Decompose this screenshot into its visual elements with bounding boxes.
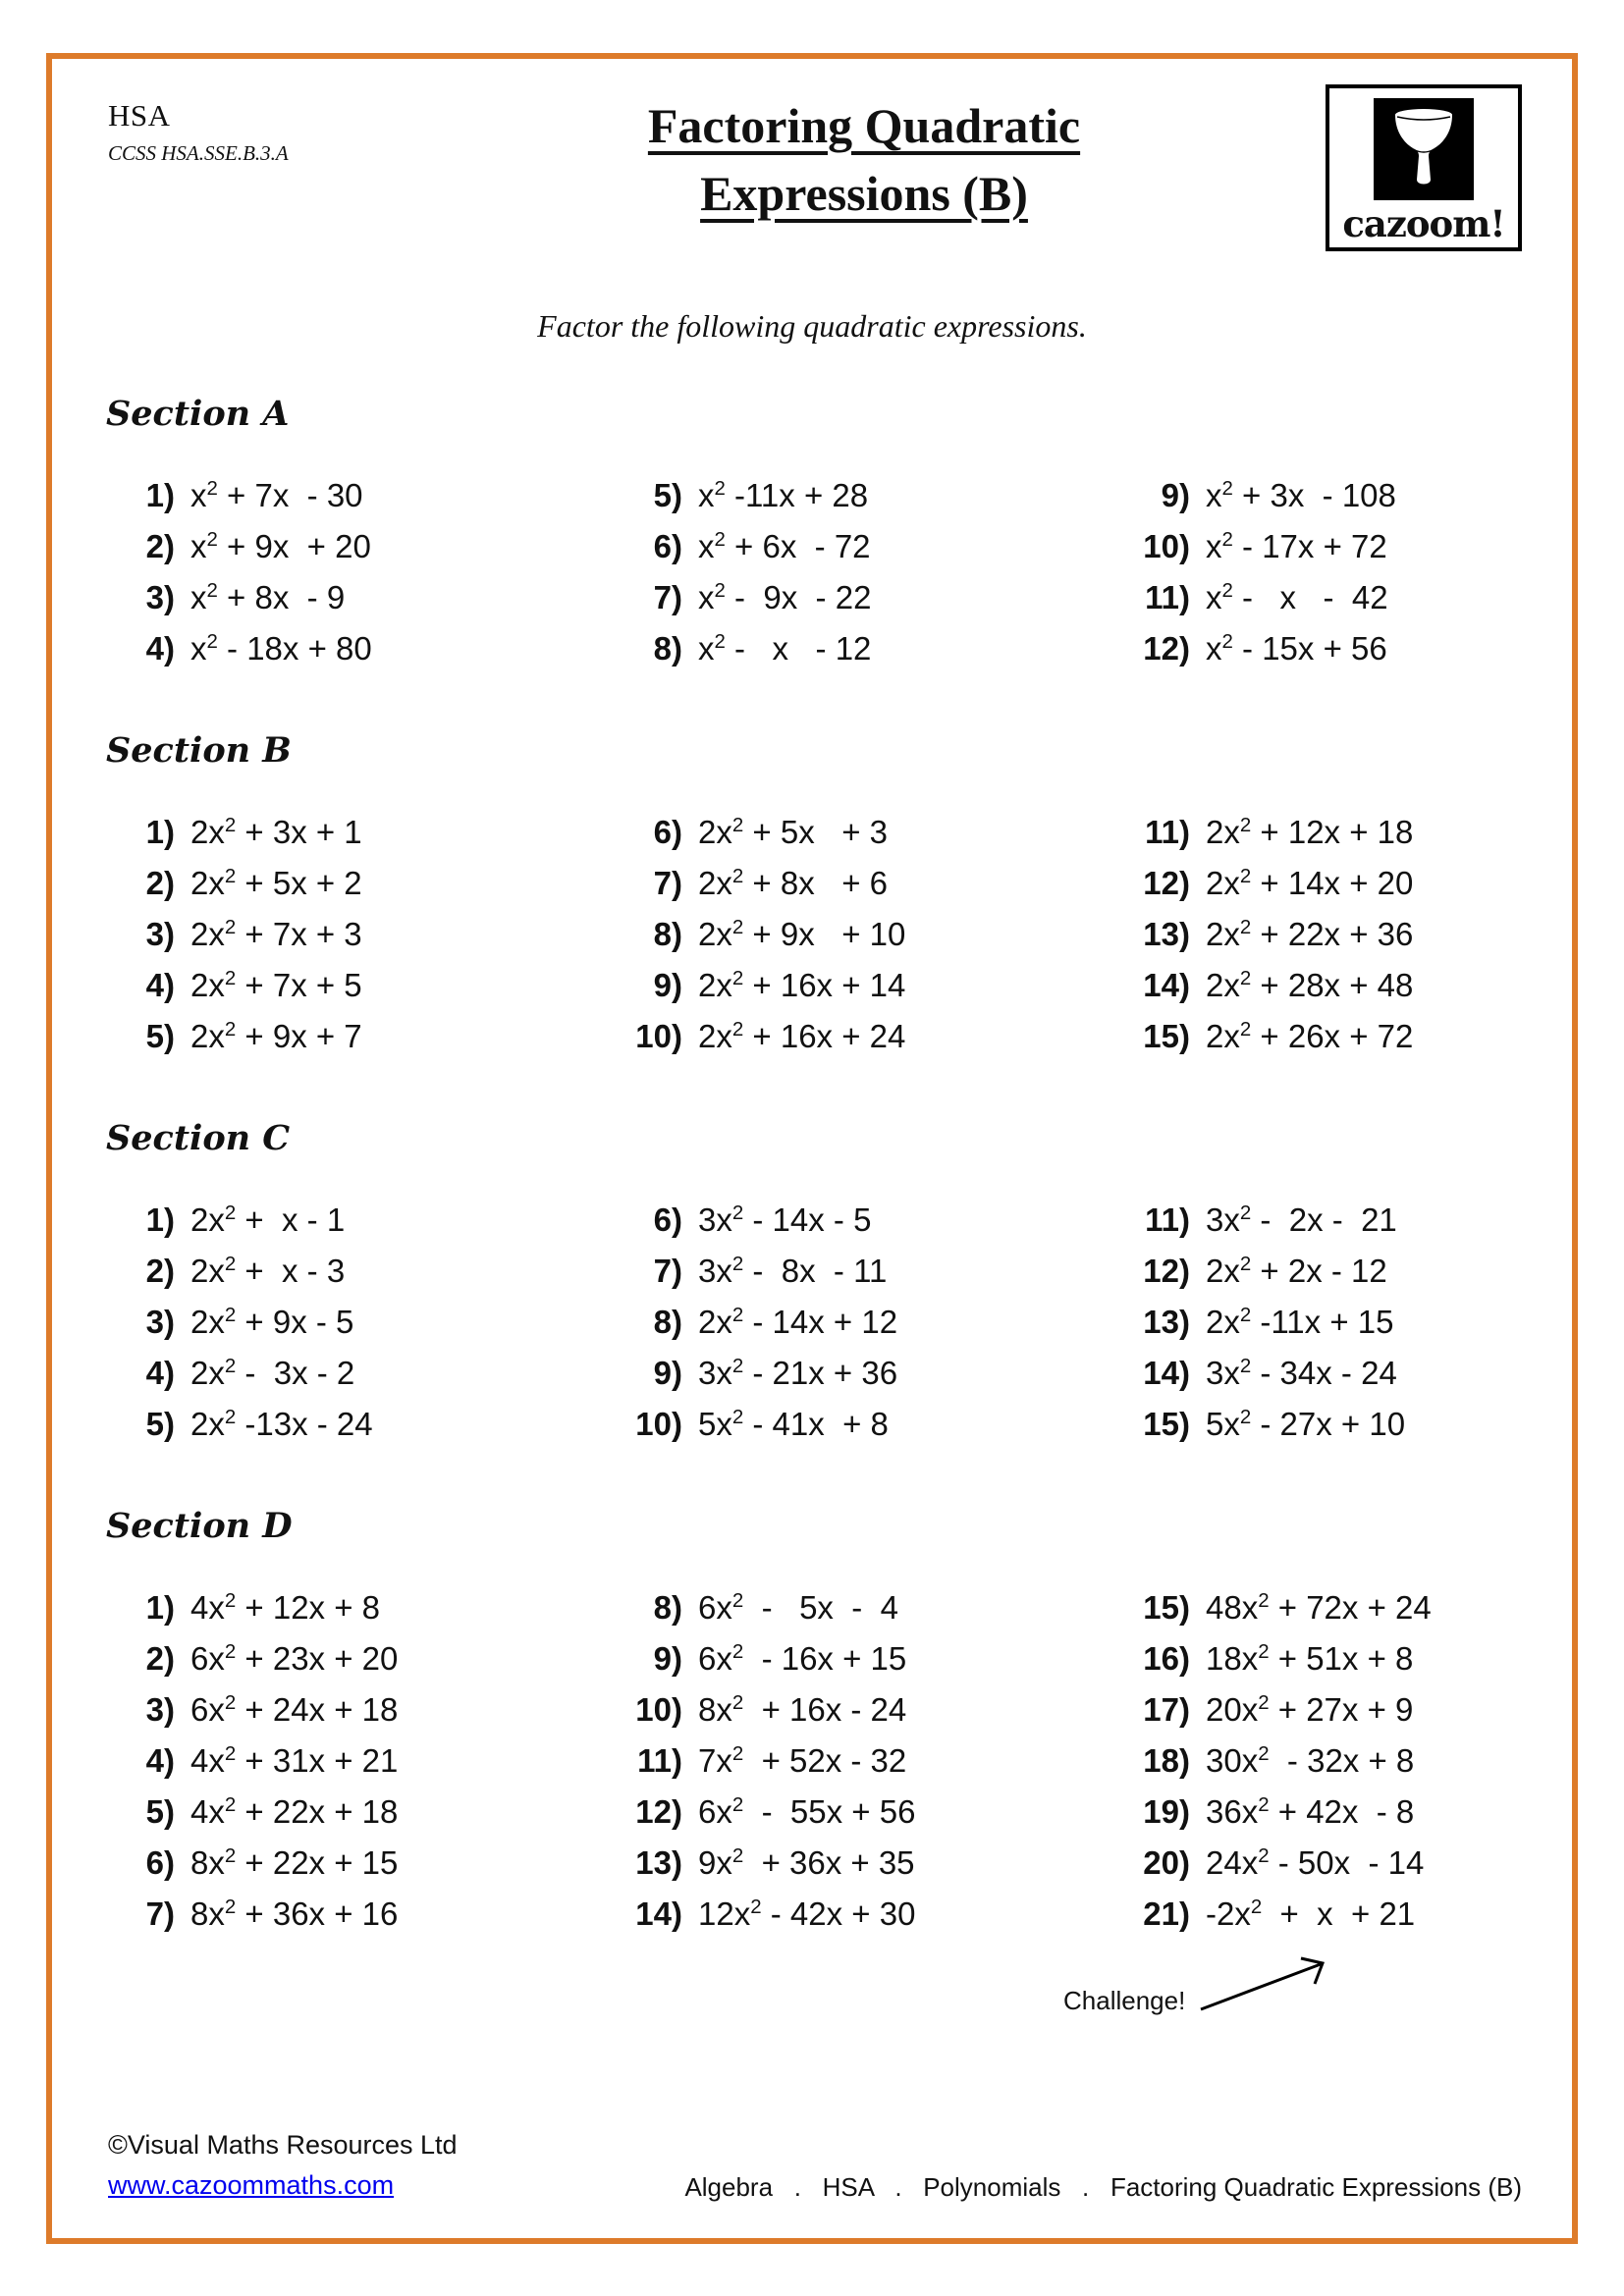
problem-number: 6) [653,1201,682,1238]
problem-expression: $2x^2 + x - 3$ [190,1253,346,1289]
problem-item [96,1742,604,1793]
problem-item [604,579,1111,630]
section-label: Section B [106,730,292,771]
problem-item [1111,1742,1528,1793]
course-code: HSA [108,98,171,133]
problem-number: 3) [145,1304,175,1340]
problem-item [96,1018,604,1069]
problem-item [1111,1640,1528,1691]
problem-item [604,1844,1111,1896]
problem-number: 14) [635,1896,682,1932]
problem-number: 10) [635,1018,682,1054]
problem-number: 9) [653,1640,682,1677]
problem-column [604,1201,1111,1457]
problem-number: 11) [1145,814,1190,850]
problem-number: 8) [653,916,682,952]
problem-number: 13) [635,1844,682,1881]
problem-column [1111,1201,1528,1457]
problem-number: 9) [653,967,682,1003]
problem-expression: $36x^2 + 42x - 8$ [1206,1793,1415,1830]
problem-number: 16) [1143,1640,1190,1677]
problem-item [604,1640,1111,1691]
problem-expression: $3x^2 - 21x + 36$ [698,1355,898,1391]
problem-number: 11) [1145,579,1190,615]
problem-expression: $8x^2 + 22x + 15$ [190,1844,399,1881]
problem-number: 10) [1143,528,1190,564]
problem-number: 20) [1143,1844,1190,1881]
cazoom-logo [1326,84,1522,251]
problem-expression: $5x^2 - 27x + 10$ [1206,1406,1406,1442]
problem-expression: $6x^2 - 16x + 15$ [698,1640,907,1677]
problem-expression: $48x^2 + 72x + 24$ [1206,1589,1432,1626]
problem-item [1111,1406,1528,1457]
problem-number: 6) [653,814,682,850]
header-course-info [96,84,403,166]
problem-item [1111,1896,1528,1947]
problem-number: 13) [1143,916,1190,952]
problem-item [604,1201,1111,1253]
problem-expression: $2x^2$ -11x + 15 [1206,1304,1394,1340]
problem-expression: $24x^2 - 50x - 14$ [1206,1844,1425,1881]
problem-number: 10) [635,1406,682,1442]
logo-wordmark: cazoom! [1342,202,1505,245]
problem-expression: $3x^2 - 2x - 21$ [1206,1201,1397,1238]
problem-column [1111,814,1528,1069]
problem-number: 19) [1143,1793,1190,1830]
problem-number: 21) [1143,1896,1190,1932]
problem-expression: $x^2 + 8x - 9$ [190,579,346,615]
problem-column [1111,477,1528,681]
section [96,394,1528,681]
problem-number: 7) [653,579,682,615]
problem-item [1111,1793,1528,1844]
problem-number: 5) [145,1406,175,1442]
website-link[interactable]: www.cazoommaths.com [108,2169,395,2200]
problem-item [96,1253,604,1304]
problem-item [96,814,604,865]
footer-left [108,2125,458,2205]
problem-expression: $2x^2 + 9x + 10$ [698,916,906,952]
problem-number: 4) [145,1742,175,1779]
title-line-2: Expressions (B) [700,166,1028,221]
problem-expression: $2x^2 + 12x + 18$ [1206,814,1414,850]
problem-expression: $18x^2 + 51x + 8$ [1206,1640,1414,1677]
problem-number: 10) [635,1691,682,1728]
problem-number: 7) [145,1896,175,1932]
problem-item [604,1018,1111,1069]
problem-number: 13) [1143,1304,1190,1340]
problem-expression: $x^2 + 3x - 108$ [1206,477,1396,513]
problem-number: 2) [145,1640,175,1677]
problem-item [96,1793,604,1844]
problem-item [1111,916,1528,967]
sections [96,345,1528,1947]
problem-number: 5) [145,1793,175,1830]
problem-expression: $9x^2 + 36x + 35$ [698,1844,915,1881]
problem-number: 7) [653,865,682,901]
problem-item [1111,865,1528,916]
problem-number: 8) [653,1304,682,1340]
problem-item [604,477,1111,528]
problem-column [96,1201,604,1457]
problem-number: 11) [637,1742,682,1779]
problem-number: 12) [1143,1253,1190,1289]
footer [96,2125,1528,2209]
section-label: Section D [106,1506,293,1546]
problem-item [96,1640,604,1691]
section-grid [96,1201,1528,1457]
section-grid [96,477,1528,681]
problem-item [604,528,1111,579]
problem-item [96,1691,604,1742]
djembe-drum-icon [1374,98,1474,200]
problem-expression: $2x^2 + 2x - 12$ [1206,1253,1387,1289]
problem-item [604,814,1111,865]
problem-expression: $7x^2 + 52x - 32$ [698,1742,907,1779]
problem-number: 4) [145,630,175,667]
title-line-1: Factoring Quadratic [647,98,1081,153]
problem-expression: $2x^2 + x - 1$ [190,1201,346,1238]
problem-expression: $8x^2 + 36x + 16$ [190,1896,399,1932]
problem-expression: $5x^2 - 41x + 8$ [698,1406,889,1442]
problem-item [604,1742,1111,1793]
problem-expression: $2x^2 + 7x + 3$ [190,916,362,952]
page-title [403,84,1326,228]
problem-expression: $2x^2 + 14x + 20$ [1206,865,1414,901]
problem-expression: $2x^2$ -13x - 24 [190,1406,373,1442]
header [96,84,1528,251]
problem-item [96,579,604,630]
problem-expression: $2x^2 + 28x + 48$ [1206,967,1414,1003]
problem-number: 3) [145,1691,175,1728]
problem-number: 3) [145,579,175,615]
problem-expression: $30x^2 - 32x + 8$ [1206,1742,1415,1779]
problem-expression: $3x^2 - 8x - 11$ [698,1253,888,1289]
problem-item [96,916,604,967]
worksheet-page [46,53,1578,2244]
problem-number: 4) [145,1355,175,1391]
problem-item [96,1355,604,1406]
problem-item [96,477,604,528]
problem-item [96,1406,604,1457]
problem-expression: $x^2 - 15x + 56$ [1206,630,1387,667]
section-label: Section A [106,394,290,434]
problem-item [1111,1691,1528,1742]
problem-number: 12) [1143,630,1190,667]
problem-item [1111,1201,1528,1253]
worksheet-instruction: Factor the following quadratic expressions. [537,308,1087,344]
section-grid [96,1589,1528,1947]
problem-number: 1) [145,1201,175,1238]
problem-item [604,1304,1111,1355]
problem-number: 2) [145,1253,175,1289]
problem-number: 6) [145,1844,175,1881]
problem-column [96,1589,604,1947]
problem-expression: $4x^2 + 31x + 21$ [190,1742,399,1779]
problem-expression: $x^2$ - x - 12 [698,630,872,667]
problem-number: 4) [145,967,175,1003]
problem-item [604,1253,1111,1304]
problem-item [1111,1589,1528,1640]
problem-item [1111,579,1528,630]
problem-item [1111,967,1528,1018]
problem-number: 9) [1161,477,1190,513]
problem-number: 5) [145,1018,175,1054]
problem-item [1111,630,1528,681]
problem-expression: $x^2$ -11x + 28 [698,477,869,513]
problem-item [96,967,604,1018]
copyright-text: ©Visual Maths Resources Ltd [108,2130,458,2160]
problem-expression: $2x^2 + 16x + 24$ [698,1018,906,1054]
problem-item [604,865,1111,916]
problem-number: 15) [1143,1589,1190,1626]
problem-expression: $x^2 - 17x + 72$ [1206,528,1387,564]
problem-expression: $2x^2 - 14x + 12$ [698,1304,898,1340]
problem-number: 1) [145,477,175,513]
problem-number: 8) [653,630,682,667]
problem-item [604,1896,1111,1947]
problem-item [1111,1355,1528,1406]
problem-expression: $12x^2 - 42x + 30$ [698,1896,916,1932]
problem-item [1111,528,1528,579]
problem-expression: $x^2 - 18x + 80$ [190,630,372,667]
challenge-arrow-icon [1195,1952,1342,2021]
problem-number: 9) [653,1355,682,1391]
problem-item [1111,1253,1528,1304]
problem-number: 5) [653,477,682,513]
problem-expression: $2x^2 + 16x + 14$ [698,967,906,1003]
problem-column [604,814,1111,1069]
problem-number: 7) [653,1253,682,1289]
problem-expression: $2x^2 + 8x + 6$ [698,865,888,901]
problem-number: 12) [635,1793,682,1830]
problem-expression: $2x^2 + 3x + 1$ [190,814,362,850]
problem-expression: $6x^2 - 55x + 56$ [698,1793,916,1830]
problem-item [604,1406,1111,1457]
problem-expression: $3x^2 - 14x - 5$ [698,1201,872,1238]
problem-number: 1) [145,814,175,850]
section [96,1506,1528,1947]
breadcrumb: Algebra . HSA . Polynomials . Factoring Quadratic Expressions (B) [684,2172,1522,2202]
problem-item [604,1589,1111,1640]
problem-expression: $x^2 + 7x - 30$ [190,477,363,513]
problem-item [96,630,604,681]
problem-item [96,1589,604,1640]
section-grid [96,814,1528,1069]
problem-column [96,477,604,681]
problem-number: 1) [145,1589,175,1626]
problem-number: 3) [145,916,175,952]
section [96,1118,1528,1457]
problem-item [604,1793,1111,1844]
problem-expression: $-2x^2 + x + 21$ [1206,1896,1416,1932]
problem-item [1111,1018,1528,1069]
problem-expression: $8x^2 + 16x - 24$ [698,1691,907,1728]
problem-number: 18) [1143,1742,1190,1779]
problem-expression: $6x^2 + 23x + 20$ [190,1640,399,1677]
section [96,730,1528,1069]
problem-expression: $x^2 + 9x + 20$ [190,528,371,564]
problem-item [96,865,604,916]
problem-item [604,916,1111,967]
problem-number: 15) [1143,1018,1190,1054]
problem-item [96,1844,604,1896]
problem-expression: $x^2 + 6x - 72$ [698,528,871,564]
problem-item [604,1691,1111,1742]
problem-expression: $6x^2 - 5x - 4$ [698,1589,898,1626]
problem-number: 14) [1143,1355,1190,1391]
problem-item [604,630,1111,681]
problem-expression: $2x^2 + 9x + 7$ [190,1018,362,1054]
problem-expression: $2x^2 - 3x - 2$ [190,1355,355,1391]
problem-column [604,477,1111,681]
problem-number: 8) [653,1589,682,1626]
problem-number: 15) [1143,1406,1190,1442]
problem-number: 6) [653,528,682,564]
problem-item [604,967,1111,1018]
problem-expression: $2x^2 + 7x + 5$ [190,967,362,1003]
problem-expression: $2x^2 + 5x + 3$ [698,814,888,850]
problem-expression: $2x^2 + 22x + 36$ [1206,916,1414,952]
section-label: Section C [106,1118,291,1158]
problem-item [1111,814,1528,865]
problem-item [96,1304,604,1355]
problem-number: 2) [145,528,175,564]
problem-item [604,1355,1111,1406]
problem-number: 2) [145,865,175,901]
problem-item [96,1201,604,1253]
problem-expression: $6x^2 + 24x + 18$ [190,1691,399,1728]
problem-number: 14) [1143,967,1190,1003]
problem-expression: $3x^2 - 34x - 24$ [1206,1355,1397,1391]
problem-item [96,528,604,579]
problem-expression: $2x^2 + 26x + 72$ [1206,1018,1414,1054]
problem-column [604,1589,1111,1947]
problem-number: 17) [1143,1691,1190,1728]
problem-column [96,814,604,1069]
problem-expression: $x^2 - 9x - 22$ [698,579,872,615]
ccss-standard: CCSS HSA.SSE.B.3.A [108,141,289,165]
problem-expression: $2x^2 + 9x - 5$ [190,1304,354,1340]
problem-number: 12) [1143,865,1190,901]
problem-expression: $2x^2 + 5x + 2$ [190,865,362,901]
challenge-note [1063,1952,1528,2025]
problem-item [96,1896,604,1947]
problem-column [1111,1589,1528,1947]
problem-item [1111,1304,1528,1355]
challenge-label: Challenge! [1063,1986,1186,2015]
problem-expression: $4x^2 + 12x + 8$ [190,1589,381,1626]
problem-item [1111,1844,1528,1896]
problem-expression: $4x^2 + 22x + 18$ [190,1793,399,1830]
problem-expression: $20x^2 + 27x + 9$ [1206,1691,1414,1728]
problem-expression: $x^2$ - x - 42 [1206,579,1388,615]
problem-item [1111,477,1528,528]
problem-number: 11) [1145,1201,1190,1238]
